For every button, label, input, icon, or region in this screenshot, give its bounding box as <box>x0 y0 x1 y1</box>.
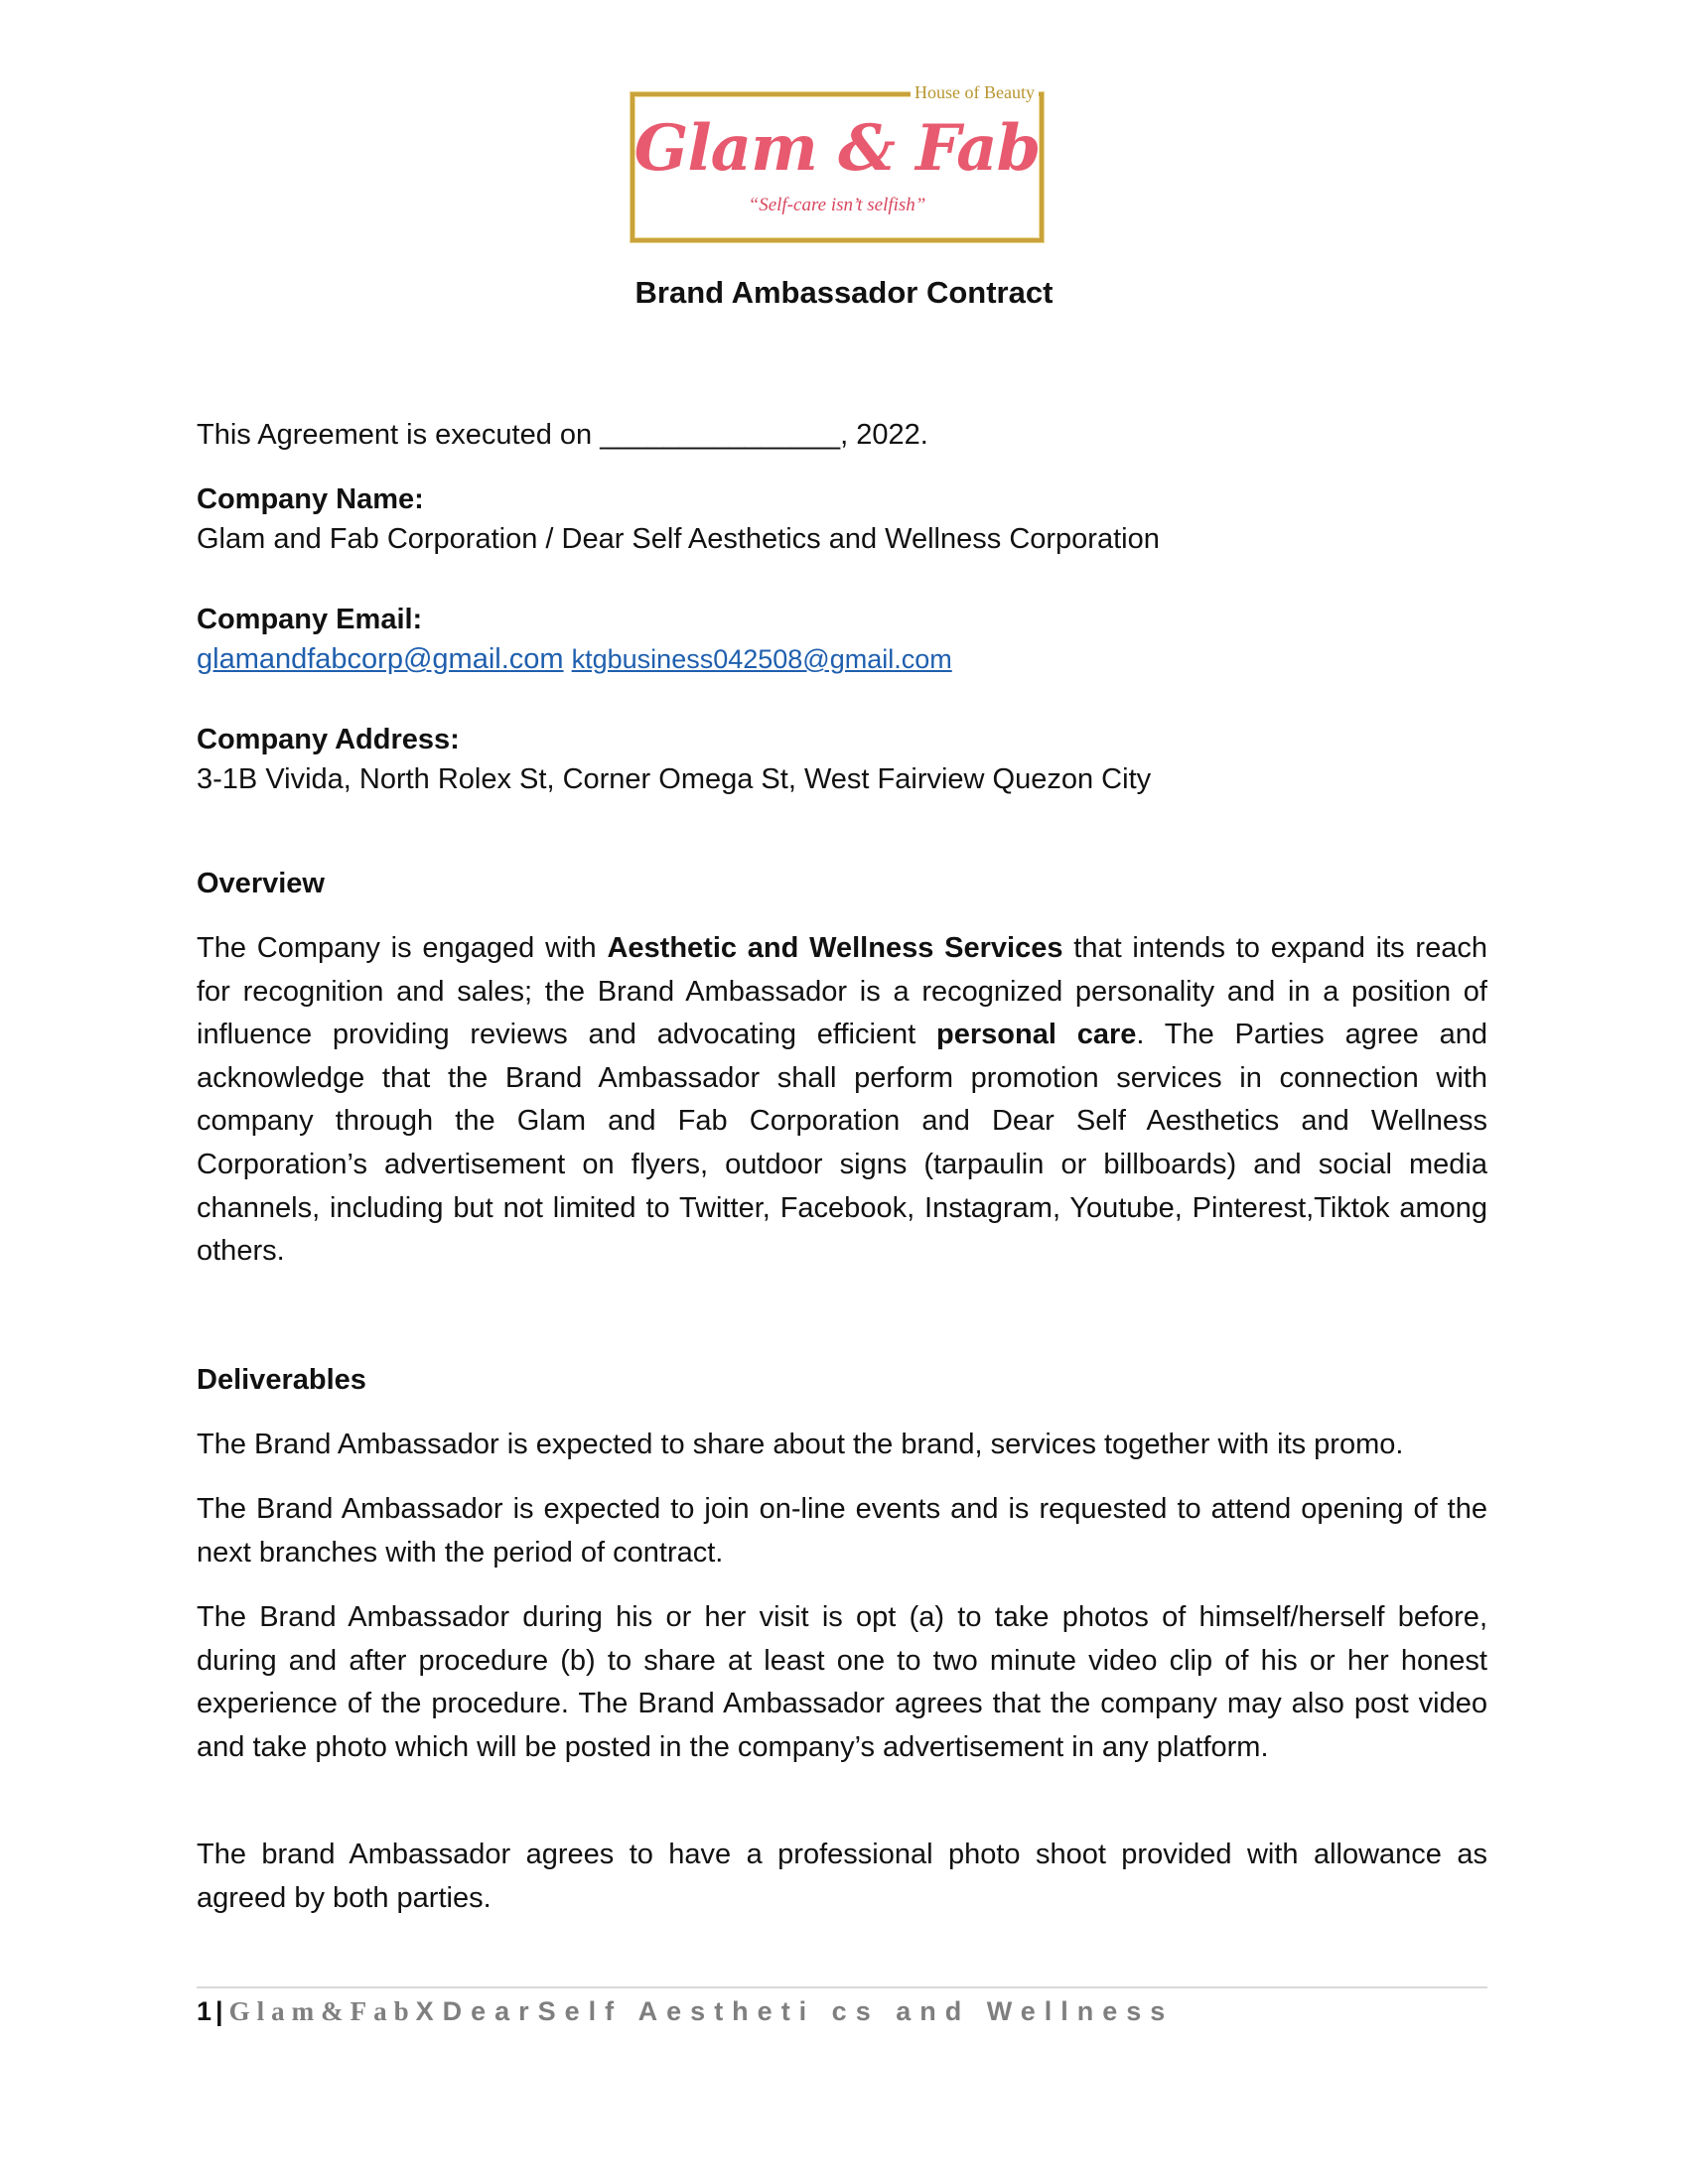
footer-brand-serif: Glam&Fab <box>228 1996 416 2026</box>
footer-brand-sans: XDearSelf Aestheti cs and Wellness <box>415 1996 1175 2026</box>
company-email-label: Company Email: <box>197 604 423 635</box>
page-number: 1 <box>197 1996 212 2026</box>
page-footer <box>197 1993 1174 2029</box>
overview-heading: Overview <box>197 868 325 899</box>
overview-text: that intends to expand its reach for recognition and sales; the Brand Ambassador is a recognized personality and in a position of influence providing reviews and advocating efficient <box>197 932 1487 1051</box>
deliverable-item-4: The brand Ambassador agrees to have a professional photo shoot provided with allowance as agreed by both parties. <box>197 1839 1487 1914</box>
company-email-links <box>197 639 952 679</box>
overview-bold-services: Aesthetic and Wellness Services <box>607 932 1063 964</box>
logo-tagline: “Self-care isn’t selfish” <box>748 195 926 215</box>
footer-divider <box>197 1986 1487 1988</box>
deliverable-item-1: The Brand Ambassador is expected to share about the brand, services together with its promo. <box>197 1429 1404 1460</box>
execution-date-line: This Agreement is executed on _______________, 2022. <box>197 419 928 451</box>
logo-brand-name: Glam & Fab <box>633 111 1041 186</box>
overview-text: . The Parties agree and acknowledge that the Brand Ambassador shall perform promotion services in connection with company through the Glam and Fab Corporation and Dear Self Aesthetics and Wellness Corporation’s advertisement on flyers, outdoor signs (tarpaulin or billboards) and social media channels, including but not limited to Twitter, Facebook, Instagram, Youtube, Pinterest,Tiktok among others. <box>197 1019 1487 1268</box>
deliverables-heading: Deliverables <box>197 1364 366 1396</box>
overview-text: The Company is engaged with <box>197 932 608 964</box>
company-address-label: Company Address: <box>197 724 460 755</box>
company-name-label: Company Name: <box>197 483 424 515</box>
document-title: Brand Ambassador Contract <box>634 275 1054 310</box>
company-logo <box>626 81 1049 242</box>
footer-separator: | <box>215 1996 223 2026</box>
logo-house-of-beauty: House of Beauty <box>911 81 1039 103</box>
email-link-ktgbusiness[interactable]: ktgbusiness042508@gmail.com <box>571 644 952 674</box>
company-name-value: Glam and Fab Corporation / Dear Self Aesthetics and Wellness Corporation <box>197 523 1160 555</box>
company-address-value: 3-1B Vivida, North Rolex St, Corner Omega St, West Fairview Quezon City <box>197 763 1152 795</box>
overview-bold-personal-care: personal care <box>936 1019 1137 1051</box>
deliverable-item-3: The Brand Ambassador during his or her visit is opt (a) to take photos of himself/herself before, during and after procedure (b) to share at least one to two minute video clip of his or her honest experience of the procedure. The Brand Ambassador agrees that the company may also post video and take photo which will be posted in the company’s advertisement in any platform. <box>197 1601 1487 1763</box>
email-link-glamandfab[interactable]: glamandfabcorp@gmail.com <box>197 643 564 675</box>
overview-paragraph <box>197 927 1487 1274</box>
deliverable-item-2: The Brand Ambassador is expected to join on-line events and is requested to attend opening of the next branches with the period of contract. <box>197 1493 1487 1569</box>
